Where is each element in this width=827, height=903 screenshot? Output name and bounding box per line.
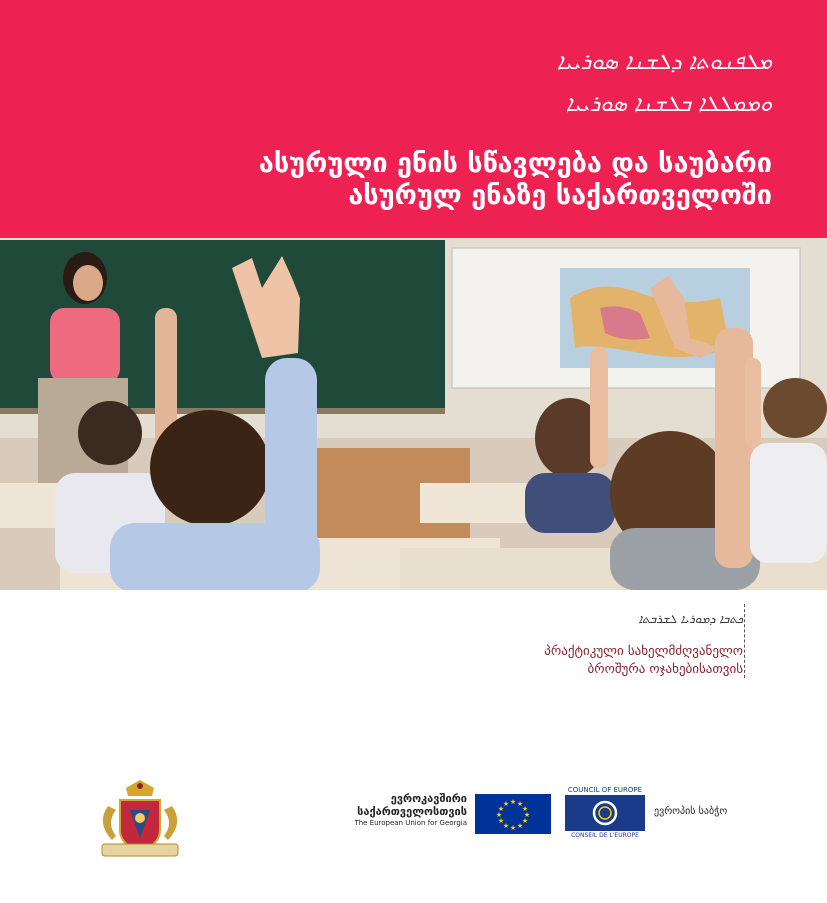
coe-name-ka: ევროპის საბჭო <box>654 806 728 817</box>
svg-text:★: ★ <box>523 811 531 819</box>
eu-name-line-2: საქართველოსთვის <box>357 805 467 818</box>
title-banner <box>0 0 827 238</box>
council-of-europe-logo <box>565 786 645 840</box>
subtitle-line-2: ბროშურა ოჯახებისათვის <box>587 662 743 677</box>
svg-text:★: ★ <box>502 822 510 830</box>
eu-name-english: The European Union for Georgia <box>354 819 467 827</box>
svg-text:★: ★ <box>516 822 524 830</box>
svg-text:★: ★ <box>521 805 529 813</box>
svg-text:★: ★ <box>521 817 529 825</box>
svg-text:★: ★ <box>497 805 505 813</box>
svg-text:★: ★ <box>497 817 505 825</box>
divider-line <box>744 604 745 678</box>
coe-name-en: COUNCIL OF EUROPE <box>567 786 643 794</box>
coe-name-fr: CONSEIL DE L'EUROPE <box>571 832 639 839</box>
syriac-title-line-1: ܡܠܦܢܘܬܐ ܕܠܫܢܐ ܣܘܪܝܝܐ <box>556 50 772 75</box>
georgian-title-line-2: ასურულ ენაზე საქართველოში <box>348 180 772 211</box>
svg-text:★: ★ <box>516 800 524 808</box>
georgian-title-line-1: ასურული ენის სწავლება და საუბარი <box>258 148 772 179</box>
syriac-subtitle: ܟܬܒܐ ܕܡܘܪܝܐ ܠܫܪܒܬܐ <box>638 612 743 626</box>
svg-text:★: ★ <box>495 811 503 819</box>
coe-emblem-icon <box>565 795 645 831</box>
eu-flag-icon <box>475 794 551 834</box>
eu-text <box>335 792 467 829</box>
subtitle-line-1: პრაქტიკული სახელმძღვანელო <box>544 644 743 659</box>
svg-text:★: ★ <box>509 824 517 832</box>
svg-text:★: ★ <box>509 798 517 806</box>
subtitle-block <box>544 612 743 679</box>
eu-name-line-1: ევროკავშირი <box>390 792 467 805</box>
svg-text:★: ★ <box>502 800 510 808</box>
syriac-title-line-2: ܘܡܡܠܠܐ ܒܠܫܢܐ ܣܘܪܝܝܐ <box>565 92 772 117</box>
church-crest-logo <box>86 778 194 860</box>
classroom-photo <box>0 238 827 590</box>
